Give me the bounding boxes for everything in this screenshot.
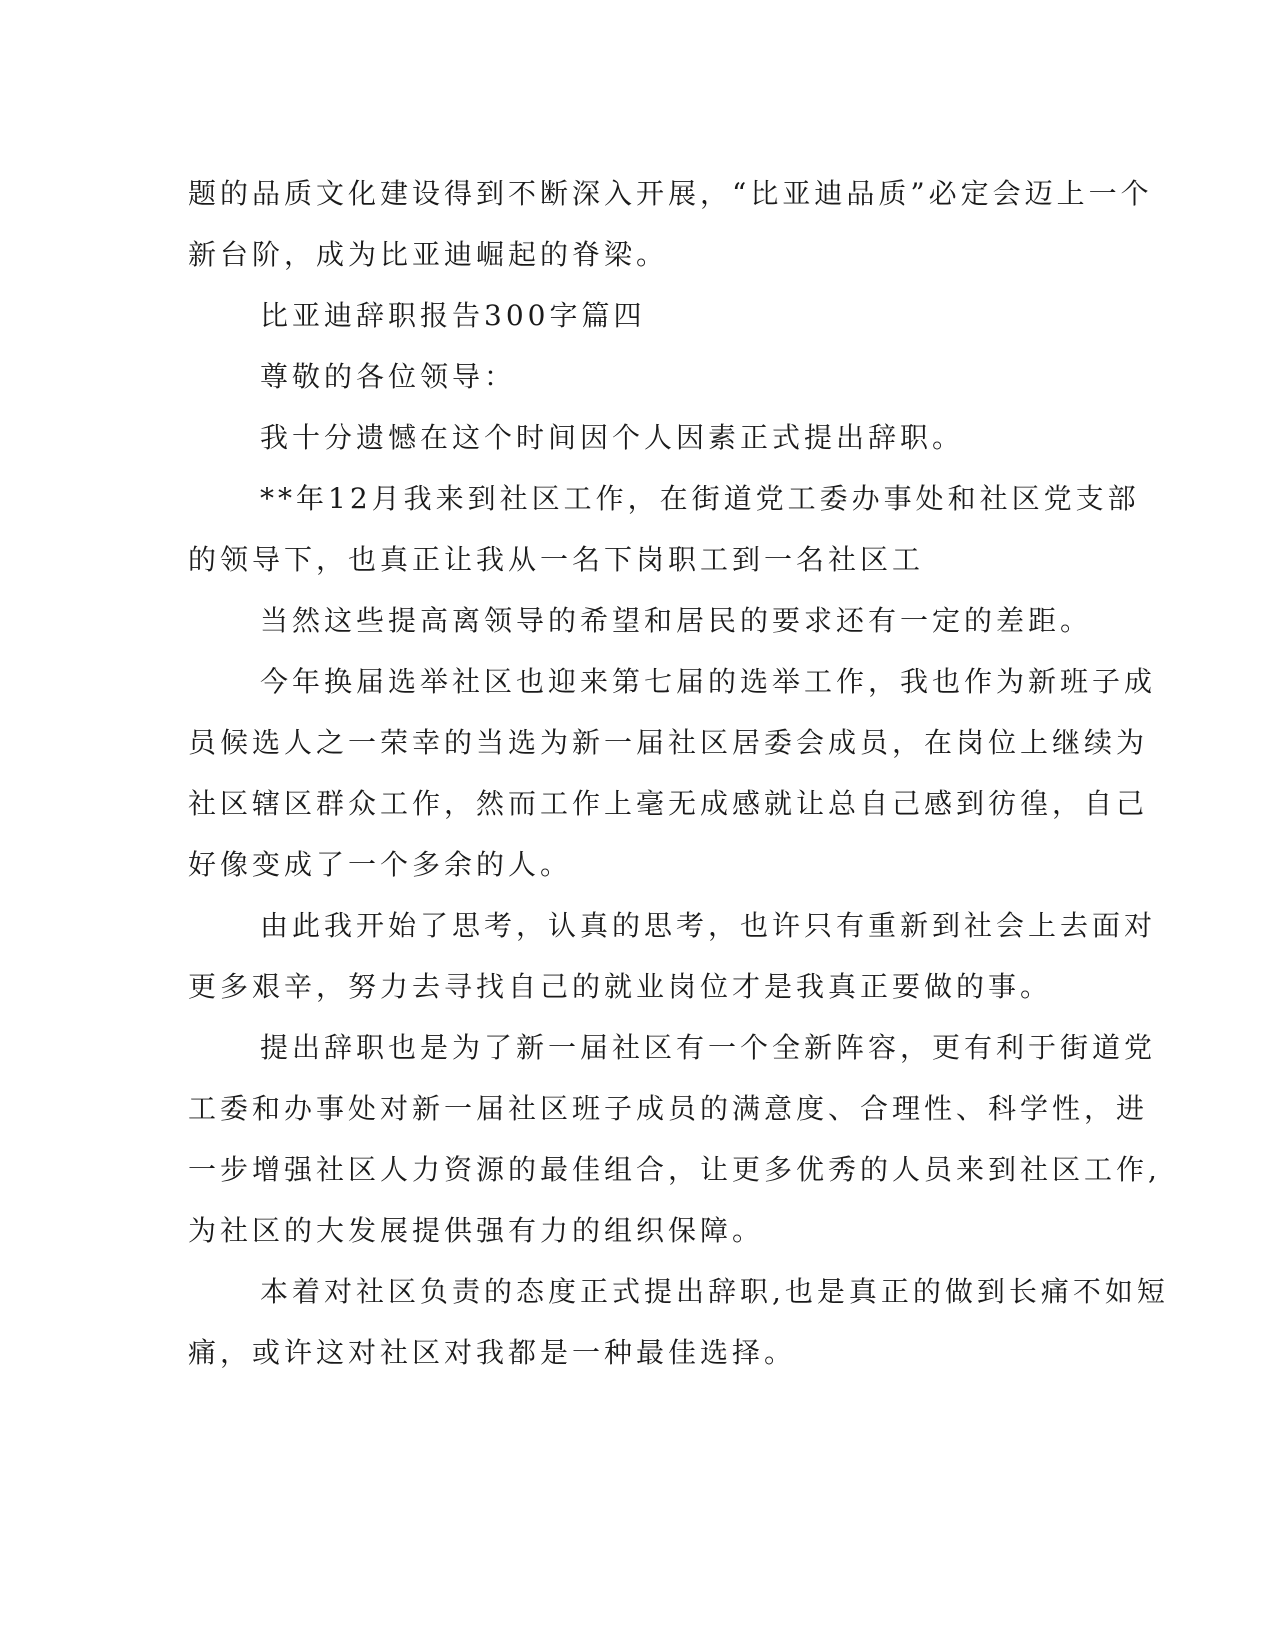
text-line: 题的品质文化建设得到不断深入开展，“比亚迪品质”必定会迈上一个 xyxy=(188,177,1153,210)
text-line: 员候选人之一荣幸的当选为新一届社区居委会成员，在岗位上继续为 xyxy=(188,726,1149,759)
text-line: 社区辖区群众工作，然而工作上毫无成感就让总自己感到彷徨，自己 xyxy=(188,787,1149,820)
text-line: 新台阶，成为比亚迪崛起的脊梁。 xyxy=(188,238,669,271)
document-body xyxy=(188,163,1169,1383)
text-line: 为社区的大发展提供强有力的组织保障。 xyxy=(188,1214,765,1247)
text-line: 好像变成了一个多余的人。 xyxy=(188,848,573,881)
text-line: 的领导下，也真正让我从一名下岗职工到一名社区工 xyxy=(188,543,925,576)
section-heading: 比亚迪辞职报告300字篇四 xyxy=(260,299,646,332)
text-line: 当然这些提高离领导的希望和居民的要求还有一定的差距。 xyxy=(260,604,1093,637)
text-line: 更多艰辛，努力去寻找自己的就业岗位才是我真正要做的事。 xyxy=(188,970,1053,1003)
text-line: 本着对社区负责的态度正式提出辞职,也是真正的做到长痛不如短 xyxy=(260,1275,1169,1308)
text-line: **年12月我来到社区工作，在街道党工委办事处和社区党支部 xyxy=(260,482,1140,515)
text-line: 由此我开始了思考，认真的思考，也许只有重新到社会上去面对 xyxy=(260,909,1157,942)
salutation: 尊敬的各位领导： xyxy=(260,360,517,393)
text-line: 工委和办事处对新一届社区班子成员的满意度、合理性、科学性，进 xyxy=(188,1092,1149,1125)
text-line: 一步增强社区人力资源的最佳组合，让更多优秀的人员来到社区工作, xyxy=(188,1153,1161,1186)
text-line: 提出辞职也是为了新一届社区有一个全新阵容，更有利于街道党 xyxy=(260,1031,1157,1064)
text-line: 我十分遗憾在这个时间因个人因素正式提出辞职。 xyxy=(260,421,965,454)
text-line: 今年换届选举社区也迎来第七届的选举工作，我也作为新班子成 xyxy=(260,665,1157,698)
text-line: 痛，或许这对社区对我都是一种最佳选择。 xyxy=(188,1336,797,1369)
